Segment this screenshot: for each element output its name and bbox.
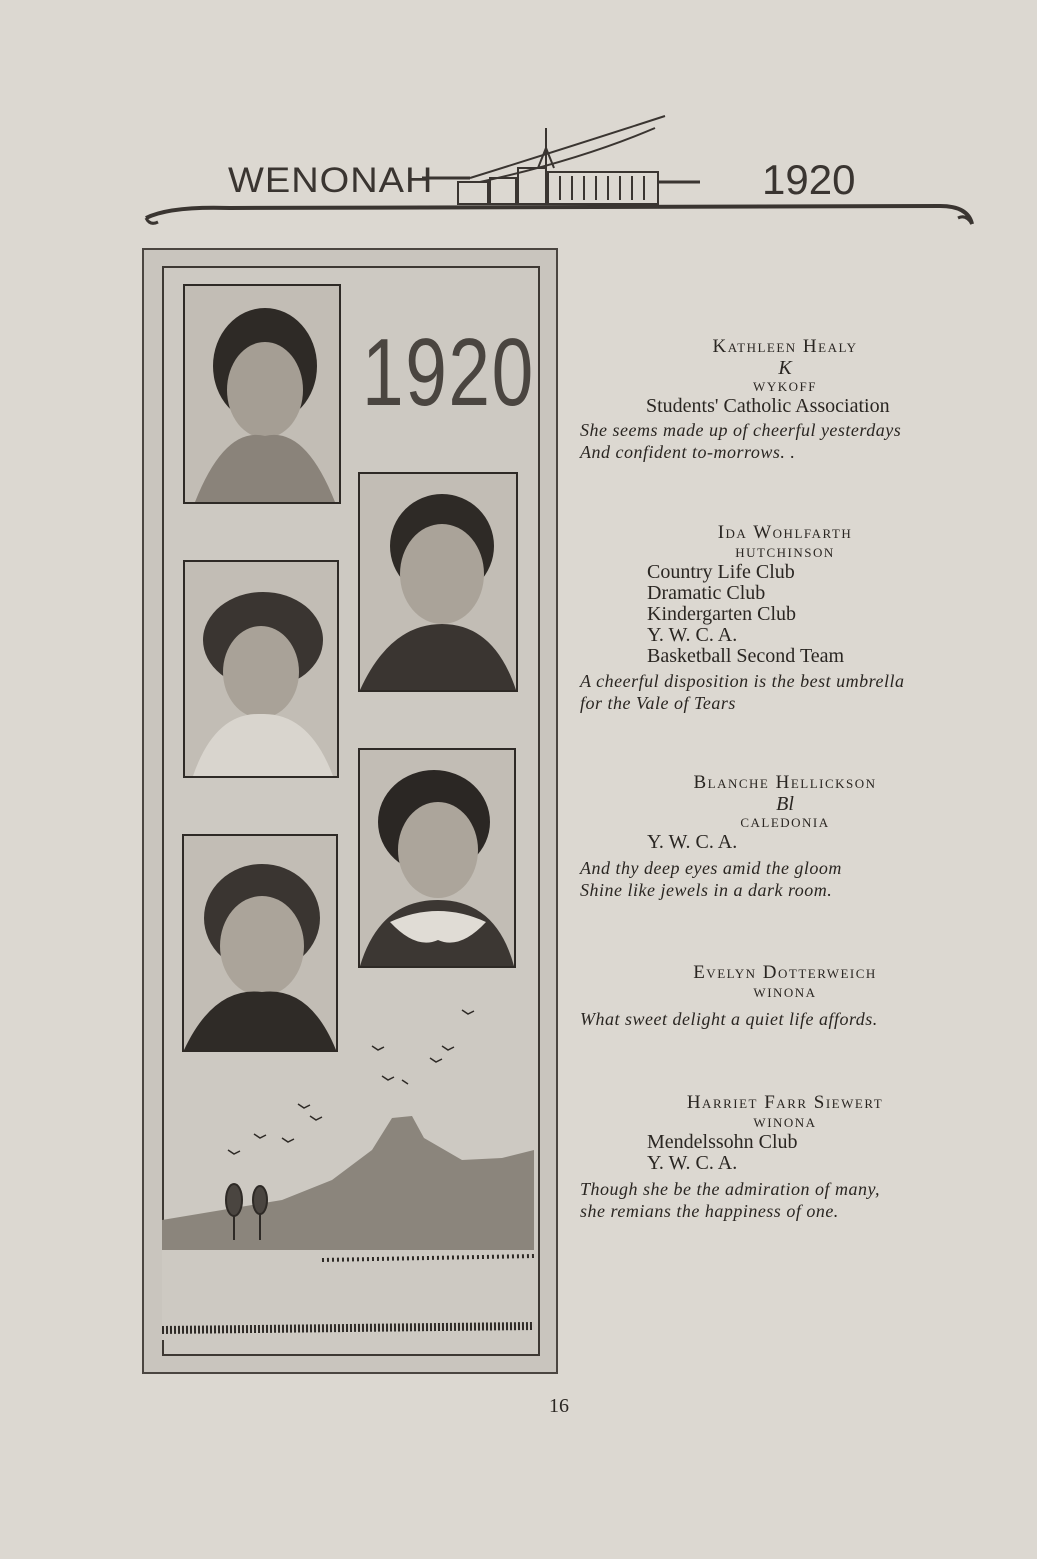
student-hometown: WYKOFF [753, 379, 817, 394]
header-left-title: WENONAH [228, 161, 434, 201]
student-entry [580, 962, 990, 1030]
student-nickname: K [778, 357, 792, 379]
student-quote-line: Though she be the admiration of many, [580, 1179, 880, 1199]
page-number: 16 [549, 1395, 569, 1417]
student-activity: Kindergarten Club [647, 603, 797, 625]
student-hometown: CALEDONIA [740, 815, 830, 830]
student-activity: Y. W. C. A. [647, 624, 738, 646]
student-name: Blanche Hellickson [693, 772, 877, 793]
student-activity: Mendelssohn Club [647, 1131, 798, 1153]
student-quote-line: And confident to-morrows. . [580, 442, 796, 462]
student-quote-line: And thy deep eyes amid the gloom [580, 858, 842, 878]
student-entry [580, 1092, 990, 1222]
portrait-photo [358, 472, 518, 692]
student-entry [580, 772, 990, 901]
student-name: Evelyn Dotterweich [693, 962, 877, 983]
student-entry [580, 336, 990, 463]
student-quote-line: she remians the happiness of one. [580, 1201, 839, 1221]
student-hometown: HUTCHINSON [735, 545, 835, 560]
header-right-title: 1920 [762, 156, 856, 203]
portrait-photo [358, 748, 516, 968]
student-quote-line: A cheerful disposition is the best umbrella [580, 671, 905, 691]
student-quote-line: for the Vale of Tears [580, 693, 736, 713]
student-quote-line: What sweet delight a quiet life affords. [580, 1009, 878, 1029]
student-quote-line: Shine like jewels in a dark room. [580, 880, 833, 900]
student-activity: Y. W. C. A. [647, 831, 738, 853]
student-name: Ida Wohlfarth [717, 522, 853, 543]
header-ornament [0, 0, 1037, 240]
student-hometown: WINONA [753, 1115, 817, 1130]
landscape-illustration [162, 1000, 538, 1354]
student-activity: Country Life Club [647, 561, 795, 583]
student-name: Kathleen Healy [712, 336, 858, 357]
student-nickname: Bl [776, 793, 794, 815]
student-quote-line: She seems made up of cheerful yesterdays [580, 420, 902, 440]
portrait-photo [183, 284, 341, 504]
portrait-photo [183, 560, 339, 778]
student-activity: Basketball Second Team [647, 645, 845, 667]
student-activity: Dramatic Club [647, 582, 766, 604]
student-activity: Y. W. C. A. [647, 1152, 738, 1174]
panel-year: 1920 [362, 319, 535, 426]
student-name: Harriet Farr Siewert [686, 1092, 884, 1113]
page-header [0, 0, 1037, 240]
student-entry [580, 522, 990, 714]
student-hometown: WINONA [753, 985, 817, 1000]
student-activity: Students' Catholic Association [646, 395, 890, 417]
